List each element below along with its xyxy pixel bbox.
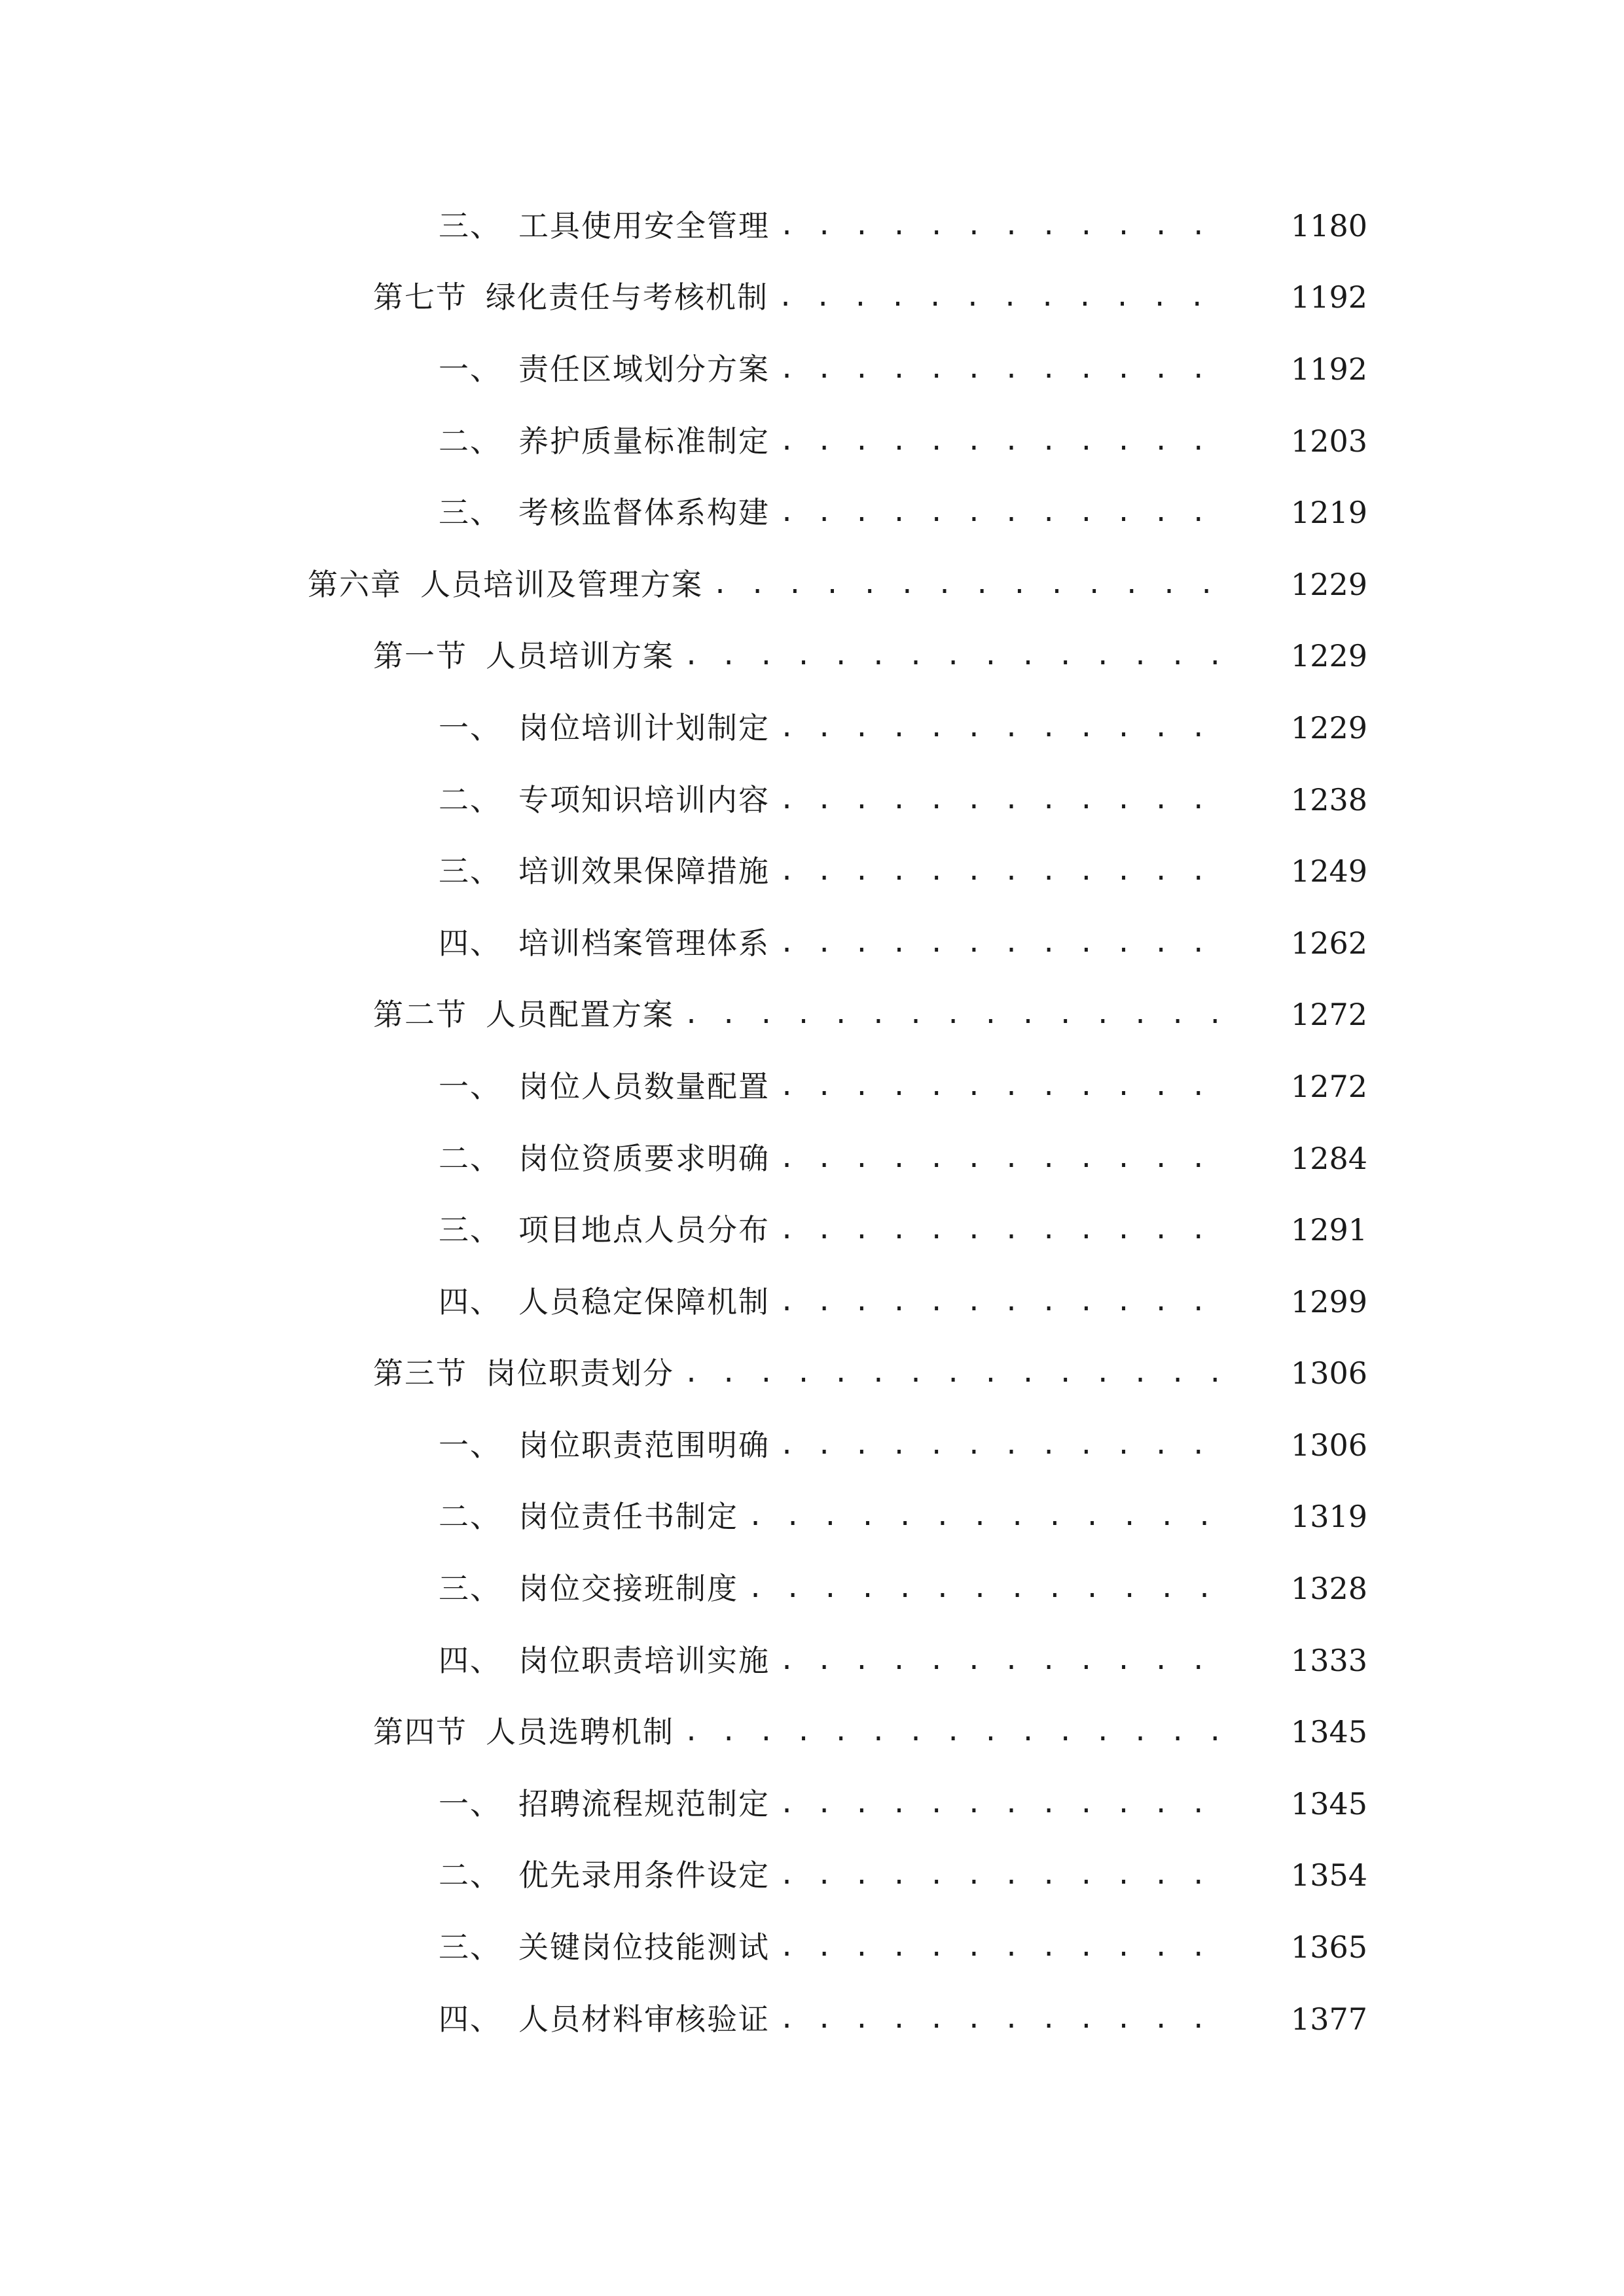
toc-entry-page-number: 1365 xyxy=(1290,1929,1367,1965)
toc-entry-page-number: 1354 xyxy=(1290,1857,1367,1893)
toc-entry-page-number: 1291 xyxy=(1290,1212,1367,1248)
toc-entry-title: 岗位资质要求明确 xyxy=(518,1140,770,1176)
toc-entry-number: 一、 xyxy=(439,351,501,387)
toc-entry-number: 第三节 xyxy=(373,1355,467,1391)
toc-entry[interactable] xyxy=(0,1122,1624,1194)
toc-entry-page-number: 1319 xyxy=(1290,1499,1367,1535)
toc-entry-page-number: 1345 xyxy=(1290,1785,1367,1821)
toc-entry-title: 优先录用条件设定 xyxy=(518,1857,770,1893)
toc-entry-number: 三、 xyxy=(439,853,501,889)
toc-entry-page-number: 1192 xyxy=(1290,351,1367,387)
toc-dot-leader xyxy=(779,497,1225,528)
toc-entry[interactable] xyxy=(0,1338,1624,1410)
toc-entry-page-number: 1262 xyxy=(1290,925,1367,961)
toc-entry-title: 培训档案管理体系 xyxy=(518,925,770,961)
toc-entry-page-number: 1299 xyxy=(1290,1283,1367,1319)
toc-entry-number: 一、 xyxy=(439,709,501,745)
toc-dot-leader xyxy=(683,641,1225,671)
toc-dot-leader xyxy=(748,1573,1225,1604)
toc-entry-number: 二、 xyxy=(439,781,501,817)
toc-entry[interactable] xyxy=(0,979,1624,1051)
toc-entry[interactable] xyxy=(0,1409,1624,1481)
toc-entry-title: 养护质量标准制定 xyxy=(518,423,770,459)
toc-dot-leader xyxy=(779,1215,1225,1245)
toc-dot-leader xyxy=(779,1932,1225,1962)
toc-entry[interactable] xyxy=(0,262,1624,334)
toc-entry-page-number: 1377 xyxy=(1290,2001,1367,2037)
toc-entry[interactable] xyxy=(0,835,1624,907)
toc-entry-page-number: 1229 xyxy=(1290,638,1367,674)
toc-entry-title: 项目地点人员分布 xyxy=(518,1212,770,1248)
toc-entry-number: 三、 xyxy=(439,1212,501,1248)
toc-dot-leader xyxy=(779,1287,1225,1317)
toc-entry[interactable] xyxy=(0,1481,1624,1553)
toc-dot-leader xyxy=(779,1071,1225,1102)
toc-entry-title: 岗位交接班制度 xyxy=(518,1571,738,1607)
toc-entry-number: 四、 xyxy=(439,925,501,961)
toc-entry-title: 关键岗位技能测试 xyxy=(518,1929,770,1965)
toc-entry-title: 工具使用安全管理 xyxy=(518,207,770,243)
toc-entry-number: 二、 xyxy=(439,1857,501,1893)
toc-entry-page-number: 1272 xyxy=(1290,997,1367,1033)
toc-entry[interactable] xyxy=(0,548,1624,620)
toc-entry-number: 三、 xyxy=(439,495,501,531)
toc-dot-leader xyxy=(779,1430,1225,1460)
toc-entry[interactable] xyxy=(0,1624,1624,1696)
toc-dot-leader xyxy=(779,1143,1225,1174)
toc-entry[interactable] xyxy=(0,620,1624,692)
toc-entry-title: 人员培训方案 xyxy=(486,638,674,674)
toc-entry-number: 第四节 xyxy=(373,1714,467,1750)
table-of-contents xyxy=(0,190,1624,2054)
toc-entry-number: 二、 xyxy=(439,1140,501,1176)
toc-dot-leader xyxy=(683,1717,1225,1747)
toc-entry-title: 绿化责任与考核机制 xyxy=(486,279,768,315)
toc-entry-number: 四、 xyxy=(439,1283,501,1319)
toc-dot-leader xyxy=(748,1501,1225,1532)
toc-dot-leader xyxy=(683,999,1225,1030)
toc-entry[interactable] xyxy=(0,764,1624,836)
toc-entry[interactable] xyxy=(0,1696,1624,1768)
toc-entry-page-number: 1345 xyxy=(1290,1714,1367,1750)
toc-entry[interactable] xyxy=(0,1050,1624,1122)
toc-entry[interactable] xyxy=(0,1266,1624,1338)
toc-dot-leader xyxy=(779,1645,1225,1676)
toc-entry-title: 责任区域划分方案 xyxy=(518,351,770,387)
toc-entry-page-number: 1284 xyxy=(1290,1140,1367,1176)
toc-entry-number: 二、 xyxy=(439,423,501,459)
toc-entry-number: 一、 xyxy=(439,1068,501,1104)
toc-entry-page-number: 1192 xyxy=(1290,279,1367,315)
toc-entry-page-number: 1238 xyxy=(1290,781,1367,817)
toc-dot-leader xyxy=(779,785,1225,815)
toc-entry-number: 一、 xyxy=(439,1785,501,1821)
toc-dot-leader xyxy=(712,569,1225,600)
toc-entry-number: 二、 xyxy=(439,1499,501,1535)
toc-entry-title: 人员配置方案 xyxy=(486,997,674,1033)
toc-entry-title: 岗位职责划分 xyxy=(486,1355,674,1391)
toc-entry-page-number: 1229 xyxy=(1290,566,1367,602)
toc-entry-title: 专项知识培训内容 xyxy=(518,781,770,817)
toc-entry-title: 人员材料审核验证 xyxy=(518,2001,770,2037)
toc-entry[interactable] xyxy=(0,1194,1624,1266)
toc-entry[interactable] xyxy=(0,907,1624,979)
toc-entry-title: 岗位职责范围明确 xyxy=(518,1427,770,1463)
toc-entry-page-number: 1203 xyxy=(1290,423,1367,459)
toc-entry-number: 第一节 xyxy=(373,638,467,674)
toc-entry[interactable] xyxy=(0,1840,1624,1912)
toc-entry-number: 三、 xyxy=(439,1929,501,1965)
toc-dot-leader xyxy=(779,713,1225,743)
toc-entry-number: 第七节 xyxy=(373,279,467,315)
toc-entry[interactable] xyxy=(0,190,1624,262)
toc-entry[interactable] xyxy=(0,1983,1624,2055)
toc-entry-page-number: 1219 xyxy=(1290,495,1367,531)
toc-dot-leader xyxy=(779,1860,1225,1890)
toc-entry-page-number: 1272 xyxy=(1290,1068,1367,1104)
toc-entry[interactable] xyxy=(0,476,1624,548)
toc-entry[interactable] xyxy=(0,1552,1624,1624)
toc-entry-title: 岗位职责培训实施 xyxy=(518,1642,770,1678)
toc-entry-title: 人员选聘机制 xyxy=(486,1714,674,1750)
toc-entry-title: 岗位人员数量配置 xyxy=(518,1068,770,1104)
toc-entry-page-number: 1333 xyxy=(1290,1642,1367,1678)
toc-entry[interactable] xyxy=(0,1911,1624,1983)
toc-entry-title: 人员稳定保障机制 xyxy=(518,1283,770,1319)
toc-entry-page-number: 1229 xyxy=(1290,709,1367,745)
toc-entry-title: 人员培训及管理方案 xyxy=(420,566,703,602)
toc-entry-page-number: 1306 xyxy=(1290,1427,1367,1463)
toc-entry-number: 三、 xyxy=(439,1571,501,1607)
toc-entry-title: 岗位责任书制定 xyxy=(518,1499,738,1535)
toc-dot-leader xyxy=(778,282,1225,312)
toc-entry-page-number: 1180 xyxy=(1290,207,1367,243)
toc-entry-number: 四、 xyxy=(439,2001,501,2037)
toc-entry-number: 一、 xyxy=(439,1427,501,1463)
toc-entry-page-number: 1249 xyxy=(1290,853,1367,889)
toc-entry-title: 岗位培训计划制定 xyxy=(518,709,770,745)
toc-entry[interactable] xyxy=(0,405,1624,477)
toc-dot-leader xyxy=(779,928,1225,958)
toc-dot-leader xyxy=(779,426,1225,456)
toc-dot-leader xyxy=(779,856,1225,886)
toc-entry-number: 四、 xyxy=(439,1642,501,1678)
toc-dot-leader xyxy=(779,2004,1225,2034)
toc-entry-title: 考核监督体系构建 xyxy=(518,495,770,531)
toc-entry-title: 培训效果保障措施 xyxy=(518,853,770,889)
toc-entry-page-number: 1306 xyxy=(1290,1355,1367,1391)
toc-dot-leader xyxy=(779,211,1225,241)
toc-entry[interactable] xyxy=(0,333,1624,405)
toc-entry[interactable] xyxy=(0,1768,1624,1840)
toc-entry-page-number: 1328 xyxy=(1290,1571,1367,1607)
toc-entry-number: 第二节 xyxy=(373,997,467,1033)
toc-entry[interactable] xyxy=(0,692,1624,764)
toc-entry-number: 第六章 xyxy=(308,566,402,602)
toc-entry-title: 招聘流程规范制定 xyxy=(518,1785,770,1821)
toc-dot-leader xyxy=(779,1789,1225,1819)
toc-entry-number: 三、 xyxy=(439,207,501,243)
toc-dot-leader xyxy=(683,1358,1225,1388)
toc-dot-leader xyxy=(779,354,1225,384)
